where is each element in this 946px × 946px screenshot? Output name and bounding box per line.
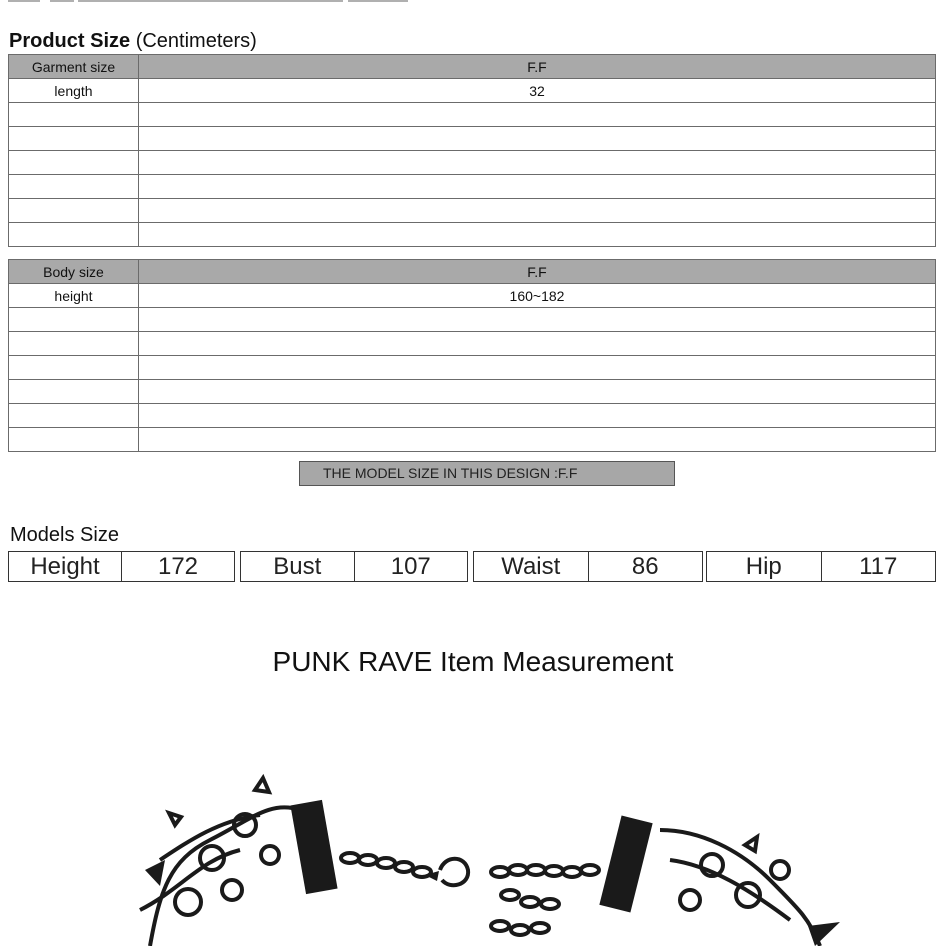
hip-measure-box bbox=[706, 551, 936, 582]
table-row bbox=[9, 175, 936, 199]
table-cell-label bbox=[9, 175, 139, 199]
table-cell-label bbox=[9, 223, 139, 247]
table-cell-label bbox=[9, 356, 139, 380]
table-cell-label bbox=[9, 103, 139, 127]
table-cell-label bbox=[9, 404, 139, 428]
product-size-table bbox=[8, 54, 936, 247]
table-row bbox=[9, 308, 936, 332]
table-cell-value bbox=[139, 380, 936, 404]
models-size-title: Models Size bbox=[10, 524, 119, 546]
table-cell-value bbox=[139, 428, 936, 452]
table-cell-label bbox=[9, 151, 139, 175]
table-cell-value bbox=[139, 404, 936, 428]
lace-choker-image bbox=[0, 690, 946, 946]
bust-label: Bust bbox=[273, 553, 322, 580]
top-edge-decoration bbox=[8, 0, 408, 2]
product-size-title-bold: Product Size bbox=[9, 30, 131, 52]
table-cell-label bbox=[9, 199, 139, 223]
table-cell-value bbox=[139, 151, 936, 175]
table-row bbox=[9, 79, 936, 103]
table-cell-value bbox=[139, 308, 936, 332]
product-size-title-unit: (Centimeters) bbox=[135, 30, 257, 52]
bust-measure-box bbox=[240, 551, 468, 582]
table-cell-value bbox=[139, 356, 936, 380]
table-row bbox=[9, 103, 936, 127]
garment-size-header: Garment size bbox=[9, 55, 139, 79]
table-header-row bbox=[9, 55, 936, 79]
table-row bbox=[9, 284, 936, 308]
hip-value: 117 bbox=[821, 552, 936, 581]
table-cell-label bbox=[9, 308, 139, 332]
height-measure-box bbox=[8, 551, 235, 582]
garment-ff-header: F.F bbox=[139, 55, 936, 79]
table-cell-value bbox=[139, 103, 936, 127]
table-cell-value bbox=[139, 332, 936, 356]
hip-label: Hip bbox=[745, 553, 782, 580]
table-header-row bbox=[9, 260, 936, 284]
waist-value: 86 bbox=[588, 552, 703, 581]
table-row bbox=[9, 151, 936, 175]
table-cell-value bbox=[139, 223, 936, 247]
waist-measure-box bbox=[473, 551, 703, 582]
model-size-banner: THE MODEL SIZE IN THIS DESIGN :F.F bbox=[299, 461, 675, 486]
product-size-title bbox=[9, 30, 257, 53]
table-row bbox=[9, 332, 936, 356]
height-label: Height bbox=[30, 553, 100, 580]
table-cell-value bbox=[139, 127, 936, 151]
table-row bbox=[9, 404, 936, 428]
table-cell-label: length bbox=[9, 79, 139, 103]
body-size-table bbox=[8, 259, 936, 452]
table-row bbox=[9, 356, 936, 380]
item-measurement-title: PUNK RAVE Item Measurement bbox=[272, 646, 674, 677]
table-cell-label bbox=[9, 428, 139, 452]
table-cell-value: 160~182 bbox=[139, 284, 936, 308]
table-cell-label bbox=[9, 332, 139, 356]
table-row bbox=[9, 127, 936, 151]
table-row bbox=[9, 223, 936, 247]
table-cell-label bbox=[9, 380, 139, 404]
body-ff-header: F.F bbox=[139, 260, 936, 284]
table-cell-label: height bbox=[9, 284, 139, 308]
height-value: 172 bbox=[121, 552, 234, 581]
bust-value: 107 bbox=[354, 552, 468, 581]
table-row bbox=[9, 199, 936, 223]
table-cell-value: 32 bbox=[139, 79, 936, 103]
table-cell-value bbox=[139, 199, 936, 223]
table-cell-label bbox=[9, 127, 139, 151]
waist-label: Waist bbox=[501, 553, 561, 580]
table-cell-value bbox=[139, 175, 936, 199]
body-size-header: Body size bbox=[9, 260, 139, 284]
table-row bbox=[9, 380, 936, 404]
table-row bbox=[9, 428, 936, 452]
